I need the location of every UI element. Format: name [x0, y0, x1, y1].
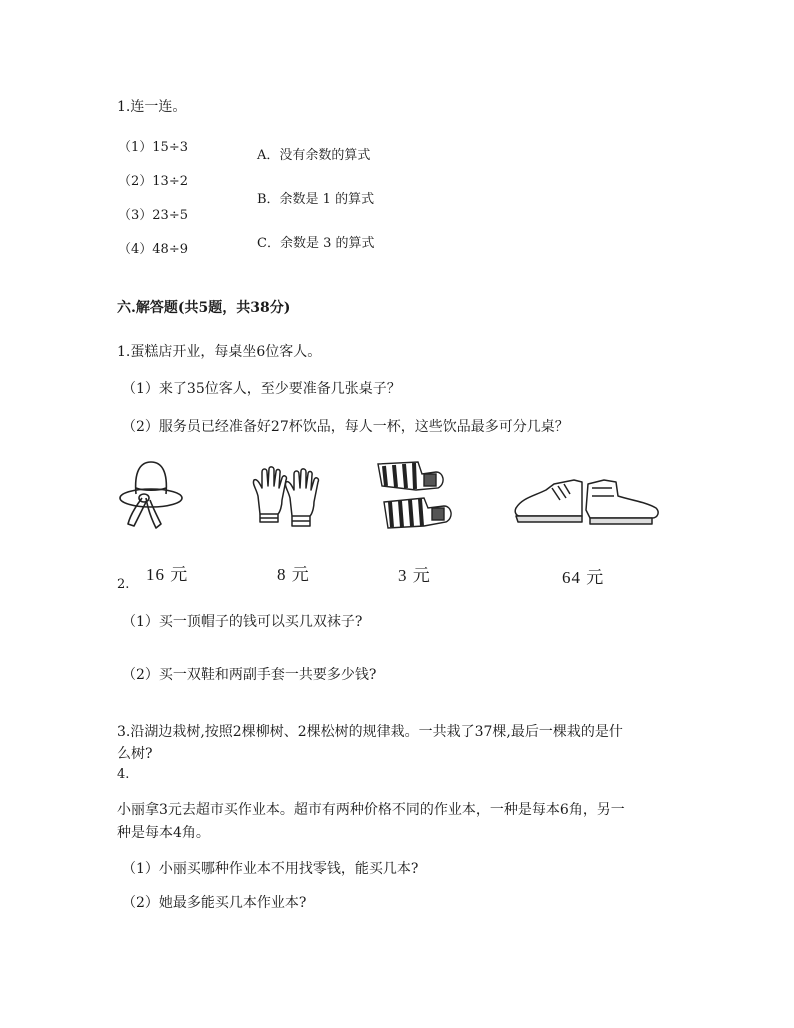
hat-price: 16 元 [146, 565, 189, 584]
shoes-icon [512, 476, 662, 532]
match-question-title: 1.连一连。 [117, 99, 187, 115]
match-left-item-4: （4）48÷9 [118, 242, 188, 257]
q4-sub2: （2）她最多能买几本作业本? [122, 895, 307, 911]
q1-sub2: （2）服务员已经准备好27杯饮品，每人一杯，这些饮品最多可分几桌？ [122, 419, 569, 435]
socks-price: 3 元 [398, 566, 431, 585]
match-right-item-a: A．没有余数的算式 [257, 148, 371, 163]
q3-line1: 3.沿湖边栽树,按照2棵柳树、2棵松树的规律栽。一共栽了37棵,最后一棵栽的是什 [117, 724, 623, 740]
match-right-item-c: C．余数是 3 的算式 [257, 236, 375, 251]
q4-sub1: （1）小丽买哪种作业本不用找零钱，能买几本? [122, 861, 419, 877]
q2-sub1: （1）买一顶帽子的钱可以买几双袜子? [122, 614, 363, 630]
shoes-price: 64 元 [562, 568, 605, 587]
q2-number: 2. [117, 577, 130, 592]
match-left-item-1: （1）15÷3 [118, 140, 188, 155]
q4-line1: 小丽拿3元去超市买作业本。超市有两种价格不同的作业本，一种是每本6角，另一 [117, 802, 625, 818]
q4-number: 4. [117, 767, 130, 782]
q2-sub2: （2）买一双鞋和两副手套一共要多少钱? [122, 667, 377, 683]
q4-line2: 种是每本4角。 [117, 825, 210, 841]
hat-icon [118, 458, 184, 536]
q3-line2: 么树? [117, 746, 153, 762]
match-right-item-b: B．余数是 1 的算式 [257, 192, 375, 207]
q1-sub1: （1）来了35位客人，至少要准备几张桌子？ [122, 381, 401, 397]
section-heading: 六.解答题(共5题，共38分) [117, 300, 291, 316]
match-left-item-2: （2）13÷2 [118, 174, 188, 189]
match-left-item-3: （3）23÷5 [118, 208, 188, 223]
q1-stem: 1.蛋糕店开业，每桌坐6位客人。 [117, 344, 322, 360]
gloves-price: 8 元 [277, 565, 310, 584]
gloves-icon [248, 466, 328, 532]
socks-icon [374, 456, 460, 540]
